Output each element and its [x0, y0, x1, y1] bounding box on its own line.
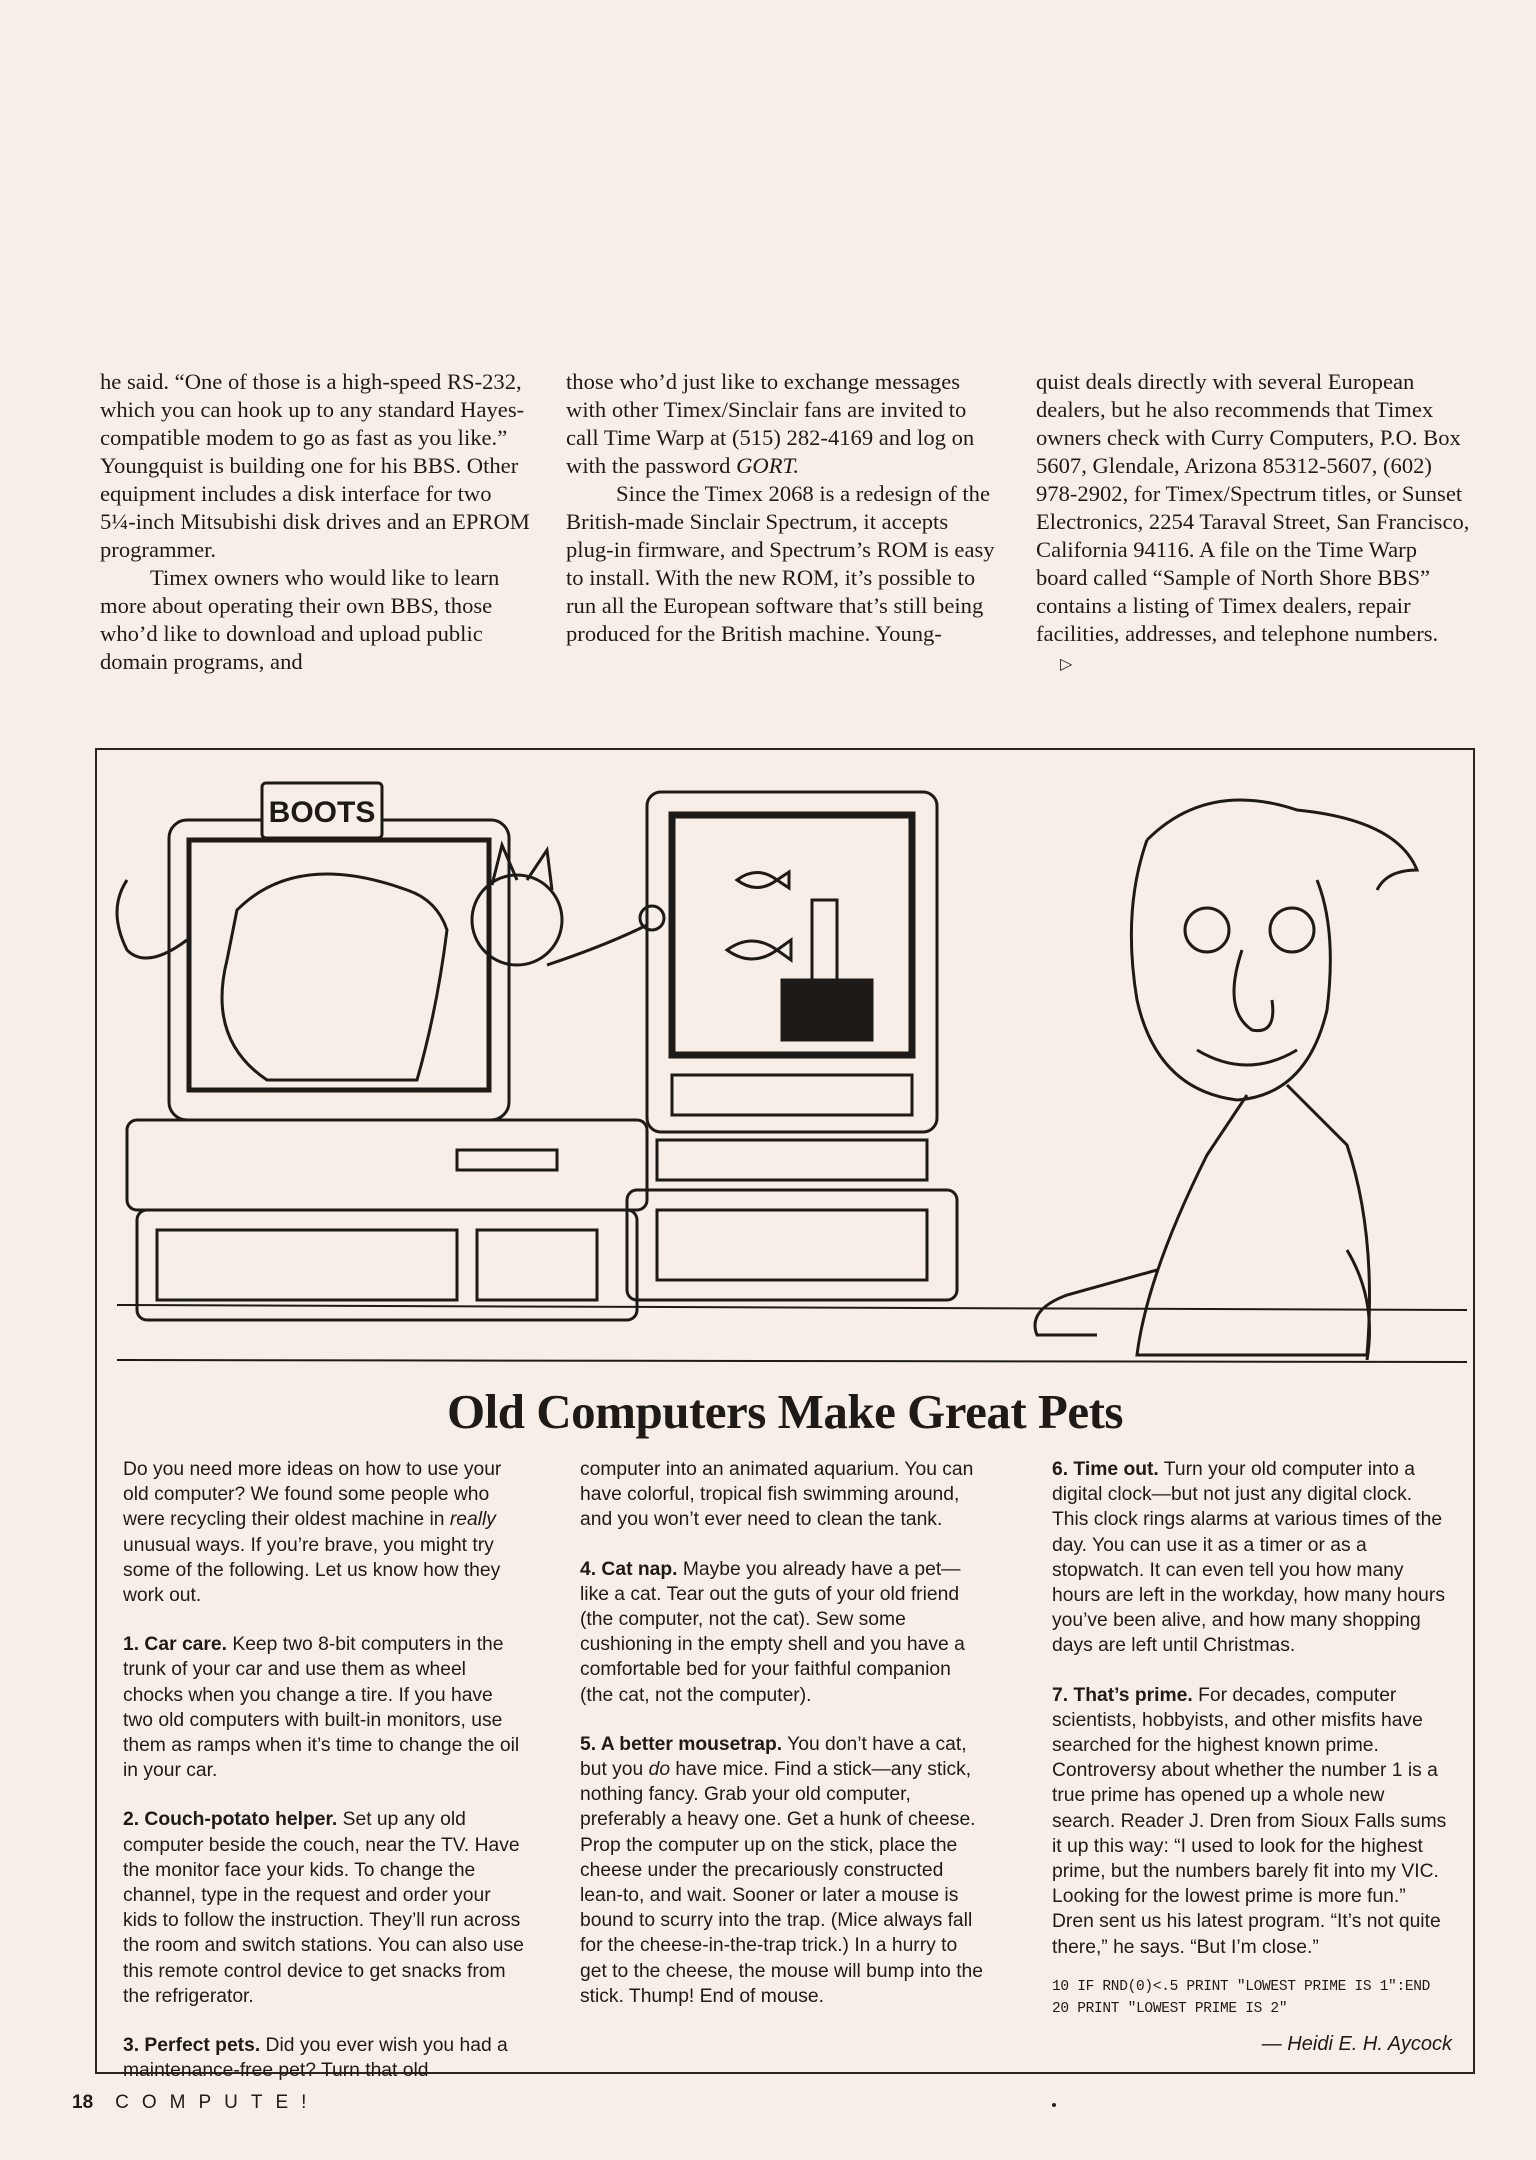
- article-column-1: [100, 368, 530, 676]
- sidebar-intro: [123, 1457, 527, 1608]
- cartoon-sign-label: BOOTS: [268, 796, 376, 829]
- article-column-3: [1036, 368, 1470, 679]
- article-column-2: [566, 368, 996, 648]
- intro-text: Do you need more ideas on how to use your old computer? We found some people who were recycling their oldest machine in: [123, 1459, 502, 1531]
- item-body: Did you ever wish you had a maintenance-free pet? Turn that old: [123, 2035, 508, 2082]
- article-paragraph: Timex owners who would like to learn more about operating their own BBS, those who’d like to download and upload public domain programs, and: [100, 565, 500, 674]
- item-heading: 6. Time out.: [1052, 1459, 1159, 1480]
- list-item: [1052, 1683, 1452, 1960]
- article-paragraph: Since the Timex 2068 is a redesign of the British-made Sinclair Spectrum, it accepts plug-in firmware, and Spectrum’s ROM is easy to install. With the new ROM, it’s possible to run all the European software that’s still being produced for the British machine. Young-: [566, 481, 995, 646]
- magazine-name: COMPUTE!: [115, 2092, 320, 2113]
- cartoon-illustration: [97, 750, 1473, 1370]
- list-item: [580, 1557, 986, 1708]
- list-item: [123, 1632, 527, 1783]
- sidebar-box: [95, 748, 1475, 2082]
- item-heading: 5. A better mousetrap.: [580, 1733, 783, 1755]
- intro-text: unusual ways. If you’re brave, you might try some of the following. Let us know how they work out.: [123, 1534, 501, 1607]
- list-item: [580, 1732, 986, 2009]
- item-heading: 1. Car care.: [123, 1634, 227, 1656]
- sidebar-column-3: [1052, 1457, 1452, 2057]
- item-heading: 4. Cat nap.: [580, 1558, 678, 1580]
- sidebar-column-2: [580, 1457, 986, 2009]
- item-body: Keep two 8-bit computers in the trunk of your car and use them as wheel chocks when you change a tire. If you have two old computers with built-in monitors, use them as ramps when it’s time to change the oil in your car.: [123, 1634, 520, 1782]
- intro-emphasis: really: [449, 1509, 496, 1531]
- article-paragraph: he said. “One of those is a high-speed RS-232, which you can hook up to any standard Hayes-compatible modem to go as fast as you like.” Youngquist is building one for his BBS. Other equipment includes a disk interface for two 5¼-inch Mitsubishi disk drives and an EPROM programmer.: [100, 369, 530, 562]
- code-line: 20 PRINT "LOWEST PRIME IS 2": [1052, 2000, 1288, 2017]
- man-drawing: [1035, 800, 1417, 1360]
- article-paragraph: [1036, 368, 1470, 679]
- article-text: those who’d just like to exchange messages with other Timex/Sinclair fans are invited to call Time Warp at (515) 282-4169 and log on with the password: [566, 369, 975, 478]
- item-body: Set up any old computer beside the couch, near the TV. Have the monitor face your kids. To change the channel, type in the request and order your kids to follow the instruction. They’ll run across the room and switch stations. You can also use this remote control device to get snacks from the refrigerator.: [123, 1809, 524, 2007]
- code-line: 10 IF RND(0)<.5 PRINT "LOWEST PRIME IS 1":END: [1052, 1978, 1431, 1995]
- cat-computer-drawing: [117, 783, 664, 1320]
- sidebar-title: Old Computers Make Great Pets: [447, 1384, 1123, 1439]
- item-heading: 2. Couch-potato helper.: [123, 1809, 338, 1831]
- author-credit: — Heidi E. H. Aycock: [1261, 2032, 1452, 2055]
- item-body: For decades, computer scientists, hobbyists, and other misfits have searched for the highest known prime. Controversy about whether the number 1 is a true prime has opened up a whole new search. Reader J. Dren from Sioux Falls sums it up this way: “I used to look for the highest prime, but the numbers barely fit into my VIC. Looking for the lowest prime is more fun.” Dren sent us his latest program. “It’s not quite there,” he says. “But I’m close.”: [1052, 1684, 1447, 1958]
- item-body: have mice. Find a stick—any stick, nothing fancy. Grab your old computer, preferably a heavy one. Get a hunk of cheese. Prop the computer up on the stick, place the cheese under the precariously constructed lean-to, and wait. Sooner or later a mouse is bound to scurry into the trap. (Mice always fall for the cheese-in-the-trap trick.) In a hurry to get to the cheese, the mouse will bump into the stick. Thump! End of mouse.: [580, 1759, 984, 2007]
- basic-program-listing: [1052, 1976, 1452, 2020]
- article-text: quist deals directly with several European dealers, but he also recommends that Timex owners check with Curry Computers, P.O. Box 5607, Glendale, Arizona 85312-5607, (602) 978-2902, for Timex/Spectrum titles, or Sunset Electronics, 2254 Taraval Street, San Francisco, California 94116. A file on the Time Warp board called “Sample of North Shore BBS” contains a listing of Timex dealers, repair facilities, addresses, and telephone numbers.: [1036, 369, 1470, 646]
- page-dot-mark: [1052, 2103, 1056, 2107]
- page-footer: [72, 2092, 319, 2114]
- article-paragraph: [566, 368, 996, 480]
- item-heading: 3. Perfect pets.: [123, 2035, 261, 2057]
- list-item: [1052, 1457, 1452, 1659]
- item-heading: 7. That’s prime.: [1052, 1684, 1193, 1706]
- end-mark-icon: ▷: [1060, 656, 1073, 673]
- list-item: [123, 2033, 527, 2083]
- password-text: GORT.: [736, 453, 800, 478]
- list-item-continued: computer into an animated aquarium. You can have colorful, tropical fish swimming around, and you won’t ever need to clean the tank.: [580, 1459, 974, 1531]
- item-body: Maybe you already have a pet—like a cat. Tear out the guts of your old friend (the computer, not the cat). Sew some cushioning in the empty shell and you have a comfortable bed for your faithful companion (the cat, not the computer).: [580, 1558, 965, 1706]
- page-number: 18: [72, 2092, 94, 2113]
- item-body: Turn your old computer into a digital clock—but not just any digital clock. This clock rings alarms at various times of the day. You can use it as a timer or as a stopwatch. It can even tell you how many hours are left in the workday, how many hours you’ve been alive, and how many shopping days are left until Christmas.: [1052, 1459, 1445, 1657]
- sidebar-column-1: [123, 1457, 527, 2083]
- aquarium-computer-drawing: [627, 792, 957, 1300]
- list-item: [123, 1807, 527, 2009]
- item-emphasis: do: [648, 1759, 671, 1781]
- item-body: You don’t have a cat, but you: [580, 1733, 967, 1781]
